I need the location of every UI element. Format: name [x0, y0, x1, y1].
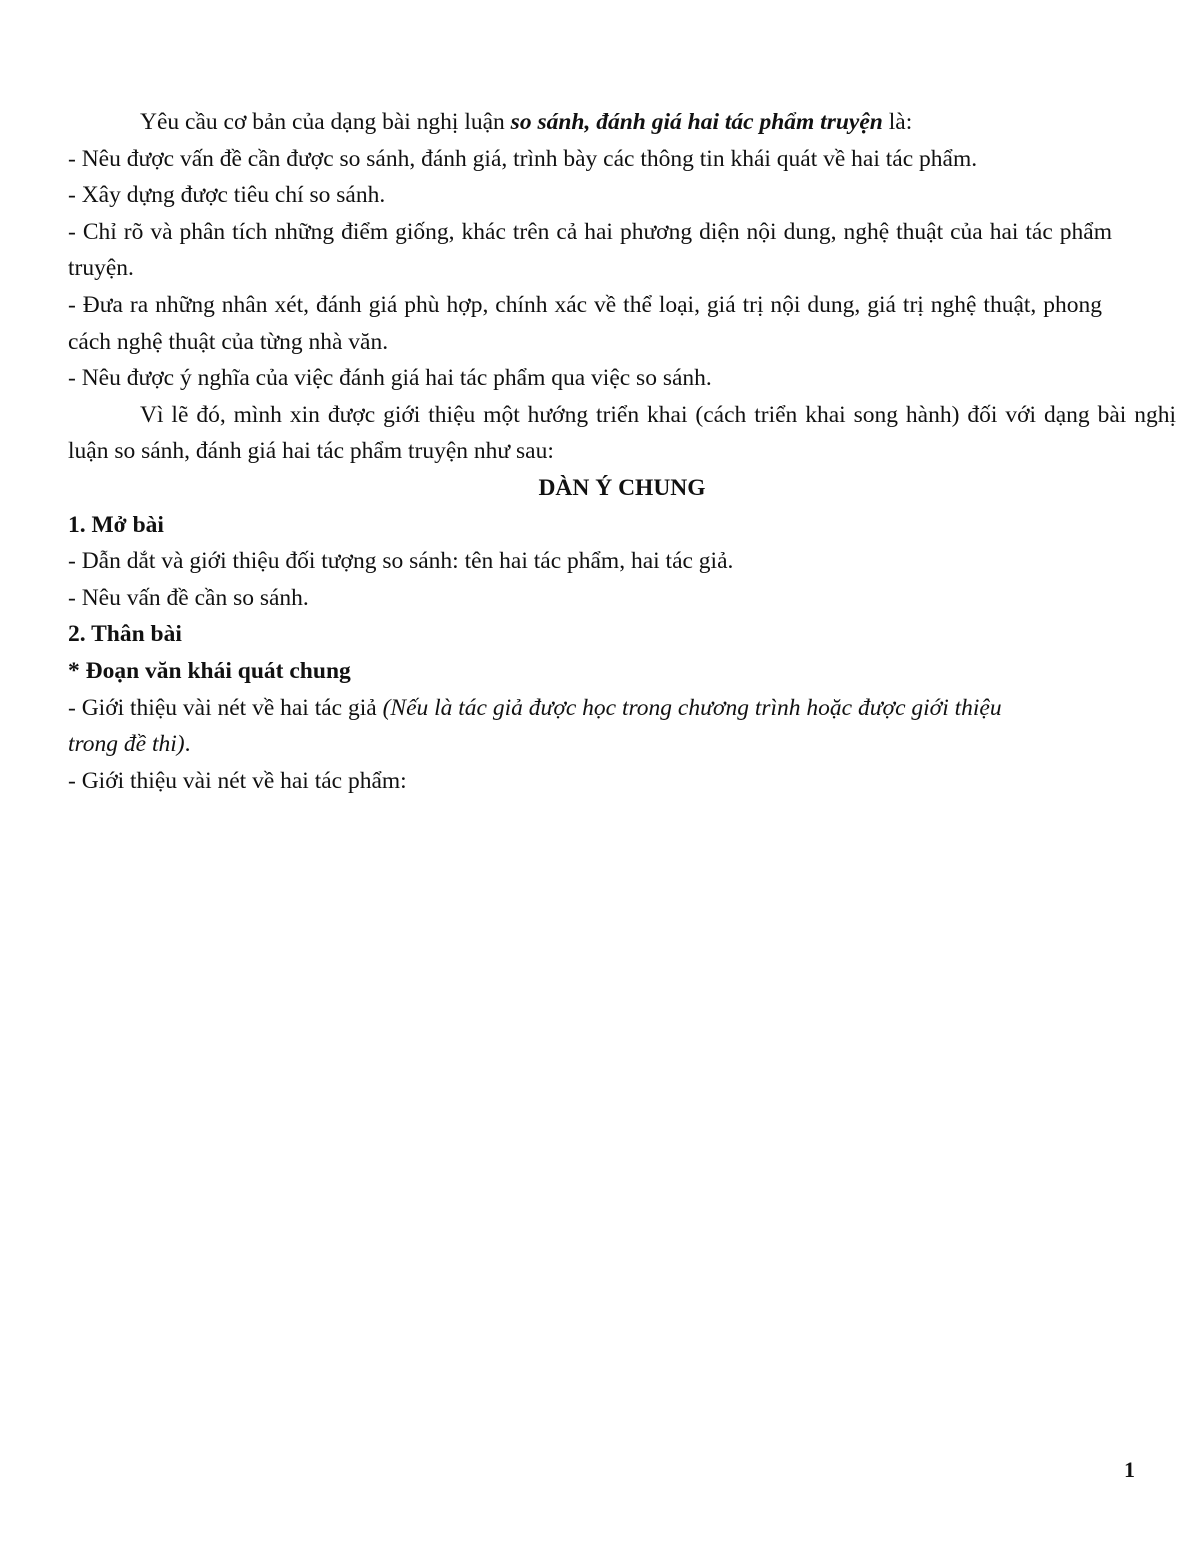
requirement-item: - Nêu được ý nghĩa của việc đánh giá hai tác phẩm qua việc so sánh.: [68, 365, 712, 392]
transition-paragraph: Vì lẽ đó, mình xin được giới thiệu một hướng triển khai (cách triển khai song hành) đối với dạng bài nghị luận so sánh, đánh giá hai tác phẩm truyện như sau:: [68, 401, 1176, 465]
intro-paragraph: [68, 104, 1176, 141]
author-intro-end: .: [184, 731, 191, 758]
requirement-item: - Chỉ rõ và phân tích những điểm giống, khác trên cả hai phương diện nội dung, nghệ thuật của hai tác phẩm truyện.: [68, 218, 1112, 282]
section-heading-mo-bai: 1. Mở bài: [68, 511, 164, 538]
author-intro-note: (Nếu là tác giả được học trong chương trình hoặc được giới thiệu trong đề thi): [68, 694, 1002, 758]
subheading-khai-quat: * Đoạn văn khái quát chung: [68, 657, 351, 684]
author-intro-item: [68, 690, 1176, 763]
outline-title: DÀN Ý CHUNG: [538, 474, 706, 501]
requirement-item: - Xây dựng được tiêu chí so sánh.: [68, 182, 386, 209]
list-item: - Nêu vấn đề cần so sánh.: [68, 584, 309, 611]
requirement-item: - Đưa ra những nhân xét, đánh giá phù hợp, chính xác về thể loại, giá trị nội dung, giá trị nghệ thuật, phong cách nghệ thuật của từng nhà văn.: [68, 291, 1102, 355]
document-body: [68, 104, 1176, 799]
intro-emphasis: so sánh, đánh giá hai tác phẩm truyện: [510, 109, 883, 135]
list-item: - Dẫn dắt và giới thiệu đối tượng so sánh: tên hai tác phẩm, hai tác giả.: [68, 548, 734, 575]
author-intro-text: - Giới thiệu vài nét về hai tác giả: [68, 694, 383, 721]
section-heading-than-bai: 2. Thân bài: [68, 621, 182, 648]
requirement-item: - Nêu được vấn đề cần được so sánh, đánh giá, trình bày các thông tin khái quát về hai tác phẩm.: [68, 145, 978, 172]
intro-text: Yêu cầu cơ bản của dạng bài nghị luận: [140, 109, 511, 135]
intro-end: là:: [882, 109, 913, 135]
page-number: 1: [1124, 1457, 1135, 1482]
works-intro-item: - Giới thiệu vài nét về hai tác phẩm:: [68, 767, 407, 794]
